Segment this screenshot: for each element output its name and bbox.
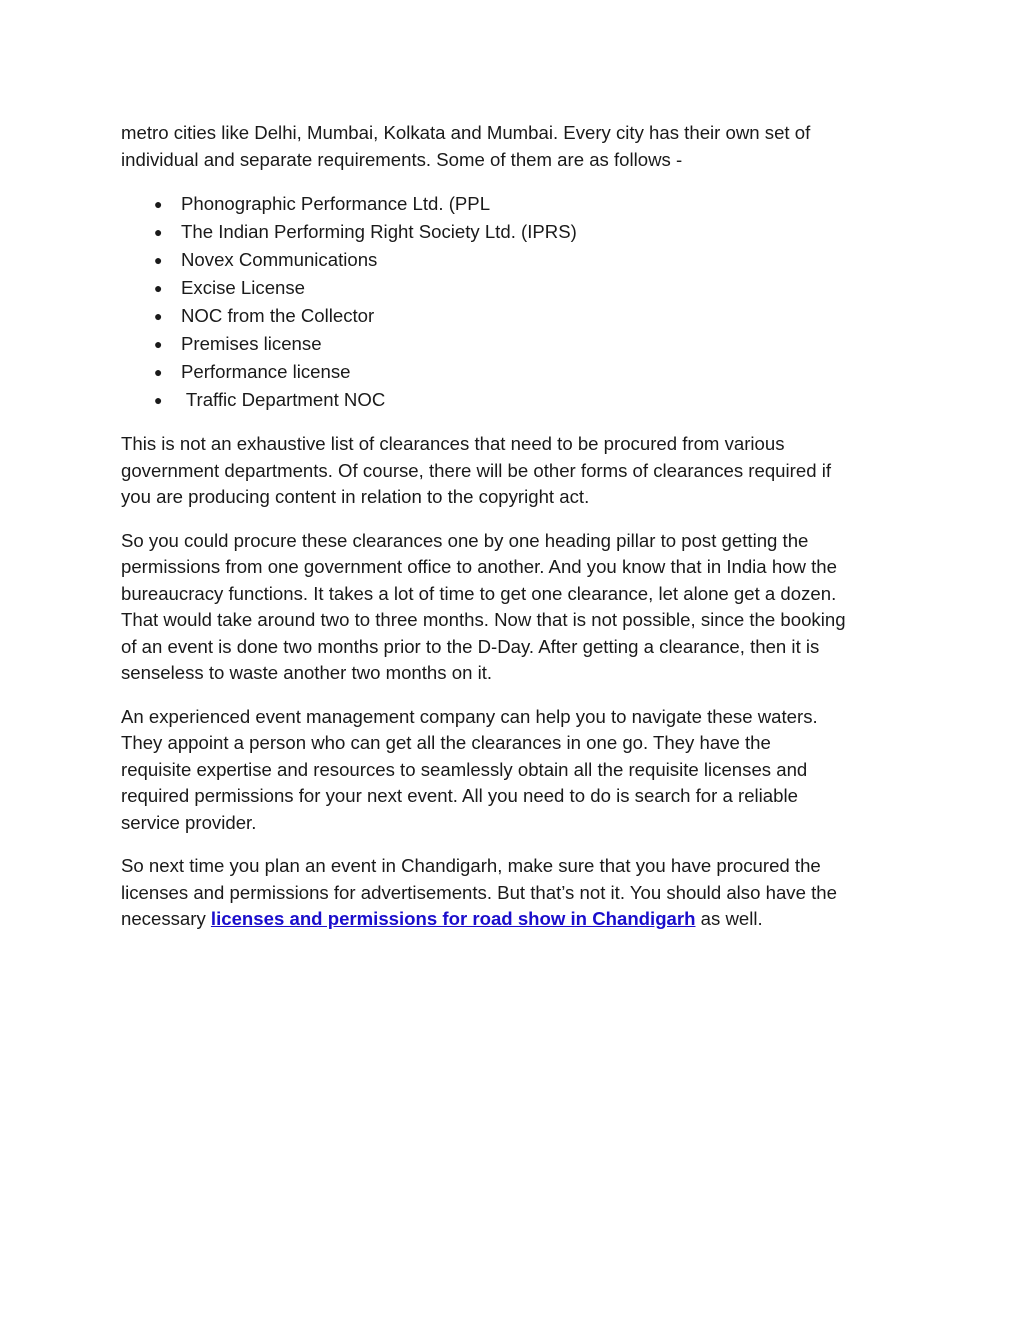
bullet-icon: ● (154, 224, 163, 240)
closing-tail: as well. (695, 908, 763, 929)
bullet-icon: ● (154, 280, 163, 296)
road-show-license-link[interactable]: licenses and permissions for road show in Chandigarh (210, 908, 696, 929)
bullet-icon: ● (154, 252, 163, 268)
list-item: ● The Indian Performing Right Society Ltd. (IPRS) (121, 218, 921, 246)
procurement-paragraph: So you could procure these clearances one by one heading pillar to post getting the permissions from one government office to another. And you know that in India how the bureaucracy functions. It takes a lot of time to get one clearance, let alone get a dozen. That would take around two to three months. Now that is not possible, since the booking of an event is done two months prior to the D-Day. After getting a clearance, then it is senseless to waste another two months on it. (121, 529, 846, 683)
clearances-paragraph: This is not an exhaustive list of clearances that need to be procured from various government departments. Of course, there will be other forms of clearances required if you are producing content in relation to the copyright act. (121, 433, 831, 507)
bullet-icon: ● (154, 196, 163, 212)
bullet-icon: ● (154, 336, 163, 352)
list-item: ● NOC from the Collector (121, 302, 921, 330)
list-item: ● Performance license (121, 358, 921, 386)
list-item: ● Excise License (121, 274, 921, 302)
bullet-icon: ● (154, 308, 163, 324)
bullet-icon: ● (154, 364, 163, 380)
list-item: ● Premises license (121, 330, 921, 358)
closing-paragraph (121, 853, 921, 933)
list-item: ● Phonographic Performance Ltd. (PPL (121, 190, 921, 218)
event-company-paragraph: An experienced event management company can help you to navigate these waters. They appoint a person who can get all the clearances in one go. They have the requisite expertise and resources to seamlessly obtain all the requisite licenses and required permissions for your next event. All you need to do is search for a reliable service provider. (121, 705, 818, 833)
intro-paragraph: metro cities like Delhi, Mumbai, Kolkata and Mumbai. Every city has their own set of individual and separate requirements. Some of them are as follows - (121, 122, 811, 170)
bullet-icon: ● (154, 392, 163, 408)
document-page (121, 120, 921, 950)
list-item: ● Traffic Department NOC (121, 386, 921, 414)
list-item: ● Novex Communications (121, 246, 921, 274)
requirements-list (121, 190, 921, 414)
closing-text: So next time you plan an event in Chandigarh, make sure that you have procured the licenses and permissions for advertisements. But that’s not it. You should also have the necessary (121, 855, 837, 929)
